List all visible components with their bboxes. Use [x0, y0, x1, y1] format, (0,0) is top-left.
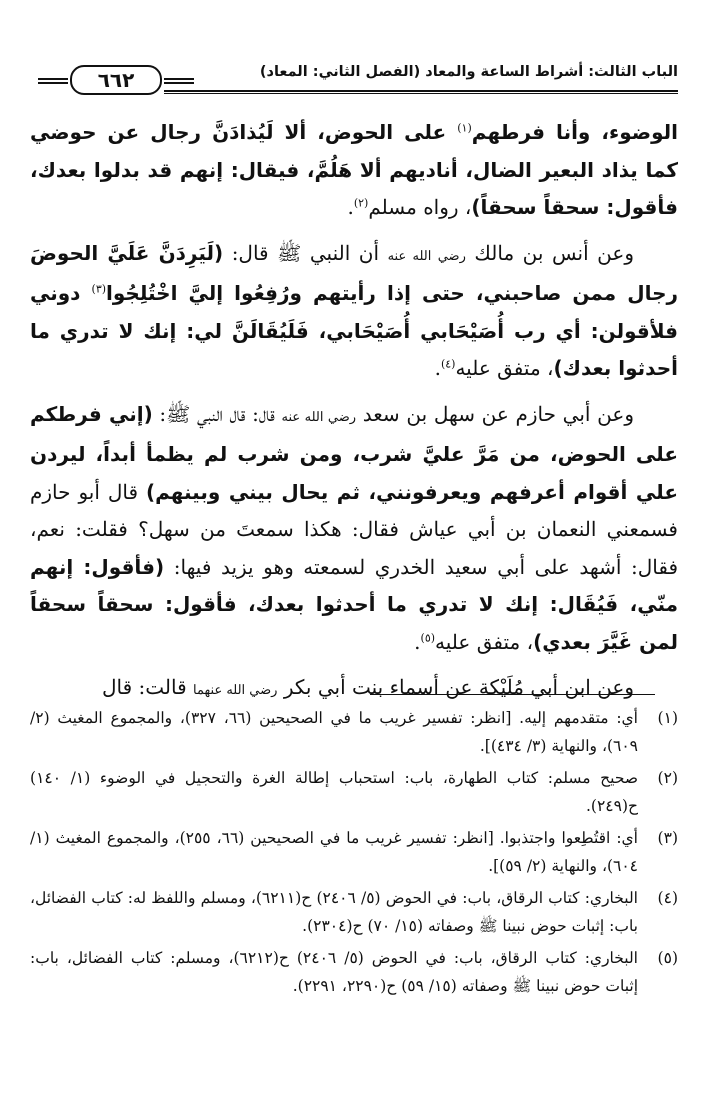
footnote-ref: (١) [457, 121, 472, 135]
hadith-text: الوضوء، وأنا فرطهم [471, 120, 678, 144]
footnote-ref: (٤) [440, 357, 456, 371]
footnote [30, 884, 678, 940]
footnote [30, 824, 678, 880]
footnote-text: البخاري: كتاب الرقاق، باب: في الحوض (٥/ ٢٤٠٦) ح(٦٢١١)، ومسلم واللفظ له: كتاب الفضائل، باب: إثبات حوض نبينا ﷺ وصفاته (١٥/ ٧٠) ح(٢٣٠٤). [30, 889, 638, 935]
narration-text: أن النبي [301, 240, 388, 265]
radiyallahu-symbol: رضي الله عنه [387, 248, 466, 264]
source-text: ، متفق عليه [435, 629, 534, 654]
footnote-number: (٣) [657, 829, 678, 847]
footnote-text: صحيح مسلم: كتاب الطهارة، باب: استحباب إطالة الغرة والتحجيل في الوضوء (١/ ١٤٠) ح(٢٤٩). [30, 769, 638, 815]
footnote-text: أي: اقتُطِعوا واجتذبوا. [انظر: تفسير غريب ما في الصحيحين (٦٦، ٢٥٥)، والمجموع المغيث (١/ ٦٠٤)، والنهاية (٢/ ٥٩)]. [30, 829, 638, 875]
radiyallahu-symbol: رضي الله عنه [281, 409, 357, 425]
narration-text: وعن أنس بن مالك [465, 240, 634, 265]
footnote-ref: (٥) [420, 630, 436, 644]
header-rule-mid [164, 78, 194, 84]
narration-text: قالت: قال [102, 675, 194, 699]
source-text: ، رواه مسلم [368, 195, 472, 219]
narration-text: : [152, 401, 167, 426]
punctuation: . [414, 629, 421, 654]
header-underline [164, 90, 678, 94]
salawat-symbol: ﷺ [166, 401, 191, 426]
page-number: ٦٦٢ [70, 65, 162, 95]
footnote-number: (١) [657, 709, 678, 727]
paragraph-3 [30, 396, 678, 662]
paragraph-1 [30, 114, 678, 227]
footnote-number: (٥) [657, 949, 678, 967]
footnote [30, 704, 678, 760]
narration-text: قال أبو حازم فسمعني النعمان بن أبي عياش فقال: هكذا سمعتَ من سهل؟ فقلت: نعم، فقال: أشهد على أبي سعيد الخدري لسمعته وهو يزيد فيها: [30, 479, 679, 579]
footnotes [30, 704, 678, 1004]
salawat-symbol: ﷺ [277, 240, 302, 265]
source-text: ، متفق عليه [455, 356, 554, 380]
footnote-number: (٢) [657, 769, 678, 787]
footnote [30, 764, 678, 820]
hadith-text: (لَيَرِدَنَّ عَلَيَّ الحوضَ رجال ممن صاحبني، حتى إذا رأيتهم ورُفِعُوا إليَّ اخْتُلِجُوا [30, 240, 679, 305]
page-header [30, 58, 678, 102]
footnote-text: البخاري: كتاب الرقاق، باب: في الحوض (٥/ ٢٤٠٦) ح(٦٢١٢)، ومسلم: كتاب الفضائل، باب: إثبات حوض نبينا ﷺ وصفاته (١٥/ ٥٩) ح(٢٢٩٠، ٢٢٩١). [30, 949, 638, 995]
footnote-ref: (٢) [353, 196, 369, 210]
footnote [30, 944, 678, 1000]
hadith-text: (فأقول: إنهم منّي، فَيُقَال: إنك لا تدري ما أحدثوا بعدك، فأقول: سحقاً سحقاً لمن غَيَّرَ بعدي) [30, 554, 678, 654]
footnote-separator [370, 694, 655, 695]
footnote-text: أي: متقدمهم إليه. [انظر: تفسير غريب ما في الصحيحين (٦٦، ٣٢٧)، والمجموع المغيث (٢/ ٦٠٩)، والنهاية (٣/ ٤٣٤)]. [30, 709, 638, 755]
running-title: الباب الثالث: أشراط الساعة والمعاد (الفصل الثاني: المعاد) [259, 64, 678, 80]
punctuation: . [434, 356, 441, 380]
punctuation: . [347, 195, 354, 219]
hadith-text: (إني فرطكم على الحوض، من مَرَّ عليَّ شرب، ومن شرب لم يظمأ أبداً، ليردن علي أقوام أعرفهم ويعرفونني، ثم يحال بيني وبينهم) [30, 401, 678, 504]
main-text [30, 114, 678, 718]
footnote-ref: (٣) [91, 282, 107, 296]
footnote-number: (٤) [657, 889, 678, 907]
narration-text: وعن ابن أبي مُلَيْكة عن أسماء بنت أبي بكر [277, 675, 634, 699]
hadith-text: دوني فلأقولن: أي رب أُصَيْحَابي أُصَيْحَابي، فَلَيُقَالَنَّ لي: إنك لا تدري ما أحدثوا بعدك) [30, 281, 678, 380]
narration-text: قال: [223, 240, 278, 265]
paragraph-2 [30, 235, 678, 388]
header-rule-left [38, 78, 68, 84]
radiyallahu-symbol: رضي الله عنهما [193, 683, 278, 698]
narration-text: وعن أبي حازم عن سهل بن سعد [356, 401, 634, 426]
hadith-text: على الحوض، ألا لَيُذادَنَّ رجال عن حوضي كما يذاد البعير الضال، أناديهم ألا هَلُمَّ، فيقال: إنهم قد بدلوا بعدك، فأقول: سحقاً سحقاً) [30, 120, 678, 219]
narration-text: قال: قال النبي [190, 401, 282, 426]
